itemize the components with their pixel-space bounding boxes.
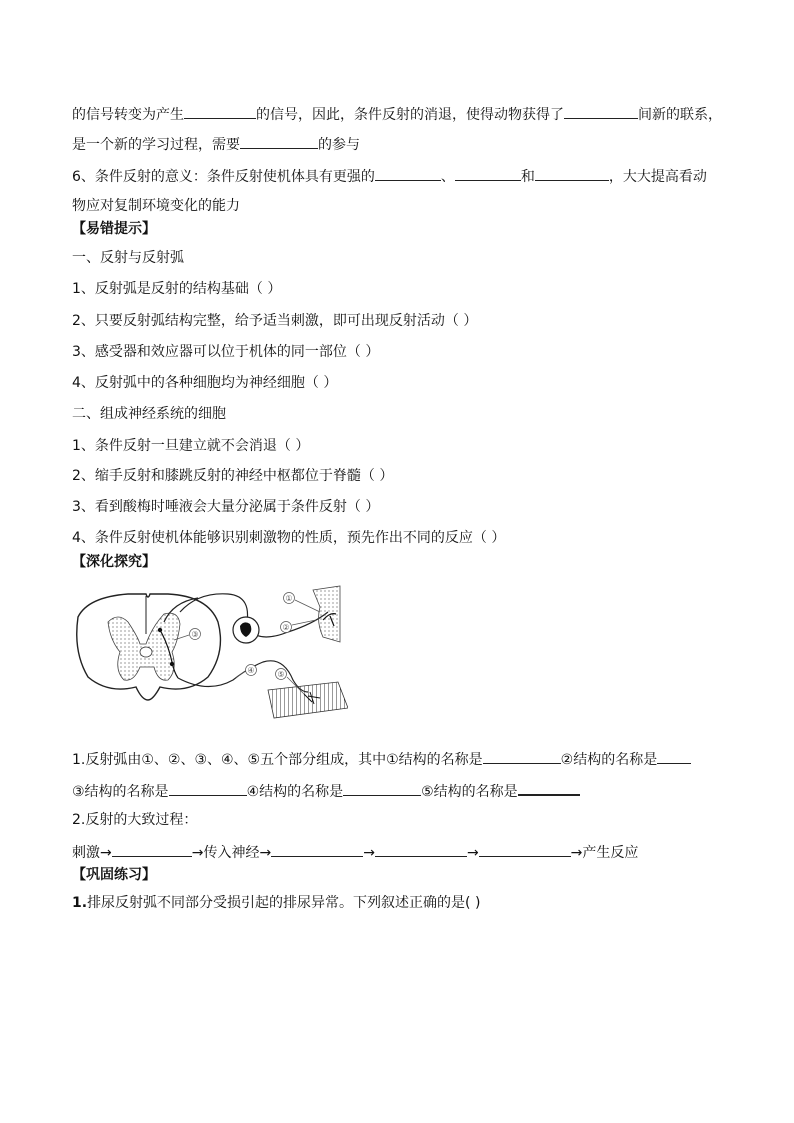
text-line: 2.反射的大致过程：	[72, 812, 198, 828]
text-line	[72, 133, 360, 155]
label-1	[284, 593, 321, 613]
judgment-item: 3、看到酸梅时唾液会大量分泌属于条件反射（ ）	[72, 499, 380, 515]
svg-text:⑤: ⑤	[277, 670, 285, 679]
question-number: 1.	[72, 895, 88, 911]
text-fragment: →	[466, 845, 479, 861]
blank[interactable]	[564, 103, 638, 119]
grey-matter	[108, 613, 180, 680]
judgment-item: 1、反射弧是反射的结构基础（ ）	[72, 281, 282, 297]
section-heading: 【巩固练习】	[72, 867, 156, 883]
blank[interactable]	[184, 103, 256, 119]
text-fragment: 间新的联系，	[638, 107, 722, 123]
blank[interactable]	[455, 165, 521, 181]
text-line	[72, 165, 707, 187]
text-fragment: 和	[520, 169, 535, 185]
text-fragment: 1.反射弧由①、②、③、④、⑤五个部分组成，其中①结构的名称是	[72, 752, 483, 768]
blank[interactable]	[375, 165, 441, 181]
blank[interactable]	[518, 779, 580, 796]
blank[interactable]	[240, 133, 318, 149]
effector-muscle	[268, 682, 348, 718]
text-fragment: ，大大提高看动	[608, 169, 707, 185]
section-heading: 【深化探究】	[72, 554, 156, 570]
text-fragment: →传入神经→	[191, 845, 272, 861]
blank[interactable]	[535, 165, 609, 181]
central-canal	[140, 647, 152, 657]
blank[interactable]	[343, 780, 421, 796]
text-fragment: 刺激→	[72, 845, 112, 861]
text-fragment: 的信号，因此，条件反射的消退，使得动物获得了	[256, 107, 564, 123]
judgment-item: 4、条件反射使机体能够识别刺激物的性质，预先作出不同的反应（ ）	[72, 530, 506, 546]
practice-question	[72, 893, 480, 913]
svg-text:②: ②	[282, 623, 290, 632]
text-fragment: →产生反应	[570, 845, 639, 861]
reflex-arc-diagram	[68, 582, 348, 727]
blank[interactable]	[112, 841, 192, 857]
blank[interactable]	[375, 841, 467, 857]
text-line	[72, 748, 691, 770]
judgment-item: 3、感受器和效应器可以位于机体的同一部位（ ）	[72, 344, 380, 360]
text-fragment: 6、条件反射的意义：条件反射使机体具有更强的	[72, 169, 375, 185]
label-2	[281, 620, 317, 633]
blank[interactable]	[483, 748, 561, 764]
text-fragment: ④结构的名称是	[246, 784, 344, 800]
text-fragment: ⑤结构的名称是	[421, 784, 518, 800]
blank[interactable]	[657, 748, 691, 764]
svg-text:③: ③	[191, 630, 199, 639]
text-fragment: 是一个新的学习过程，需要	[72, 137, 240, 153]
text-line	[72, 103, 722, 125]
text-fragment: ③结构的名称是	[72, 784, 169, 800]
blank[interactable]	[271, 841, 363, 857]
text-fragment: ②结构的名称是	[560, 752, 658, 768]
question-text: 排尿反射弧不同部分受损引起的排尿异常。下列叙述正确的是( )	[87, 895, 481, 911]
svg-text:④: ④	[247, 666, 255, 675]
judgment-item: 4、反射弧中的各种细胞均为神经细胞（ ）	[72, 375, 338, 391]
judgment-item: 2、只要反射弧结构完整，给予适当刺激，即可出现反射活动（ ）	[72, 313, 478, 329]
text-fragment: →	[363, 845, 375, 861]
subsection-heading: 二、组成神经系统的细胞	[72, 406, 226, 422]
text-line	[72, 779, 580, 802]
judgment-item: 2、缩手反射和膝跳反射的神经中枢都位于脊髓（ ）	[72, 468, 394, 484]
svg-text:①: ①	[285, 594, 293, 603]
text-fragment: 的信号转变为产生	[72, 107, 184, 123]
subsection-heading: 一、反射与反射弧	[72, 250, 184, 266]
judgment-item: 1、条件反射一旦建立就不会消退（ ）	[72, 438, 310, 454]
text-line	[72, 841, 638, 863]
blank[interactable]	[169, 780, 247, 796]
blank[interactable]	[479, 841, 571, 857]
section-heading: 【易错提示】	[72, 221, 156, 237]
text-fragment: 、	[440, 169, 455, 185]
label-4	[236, 665, 257, 679]
text-line: 物应对复制环境变化的能力	[72, 198, 240, 214]
text-fragment: 的参与	[318, 137, 360, 153]
